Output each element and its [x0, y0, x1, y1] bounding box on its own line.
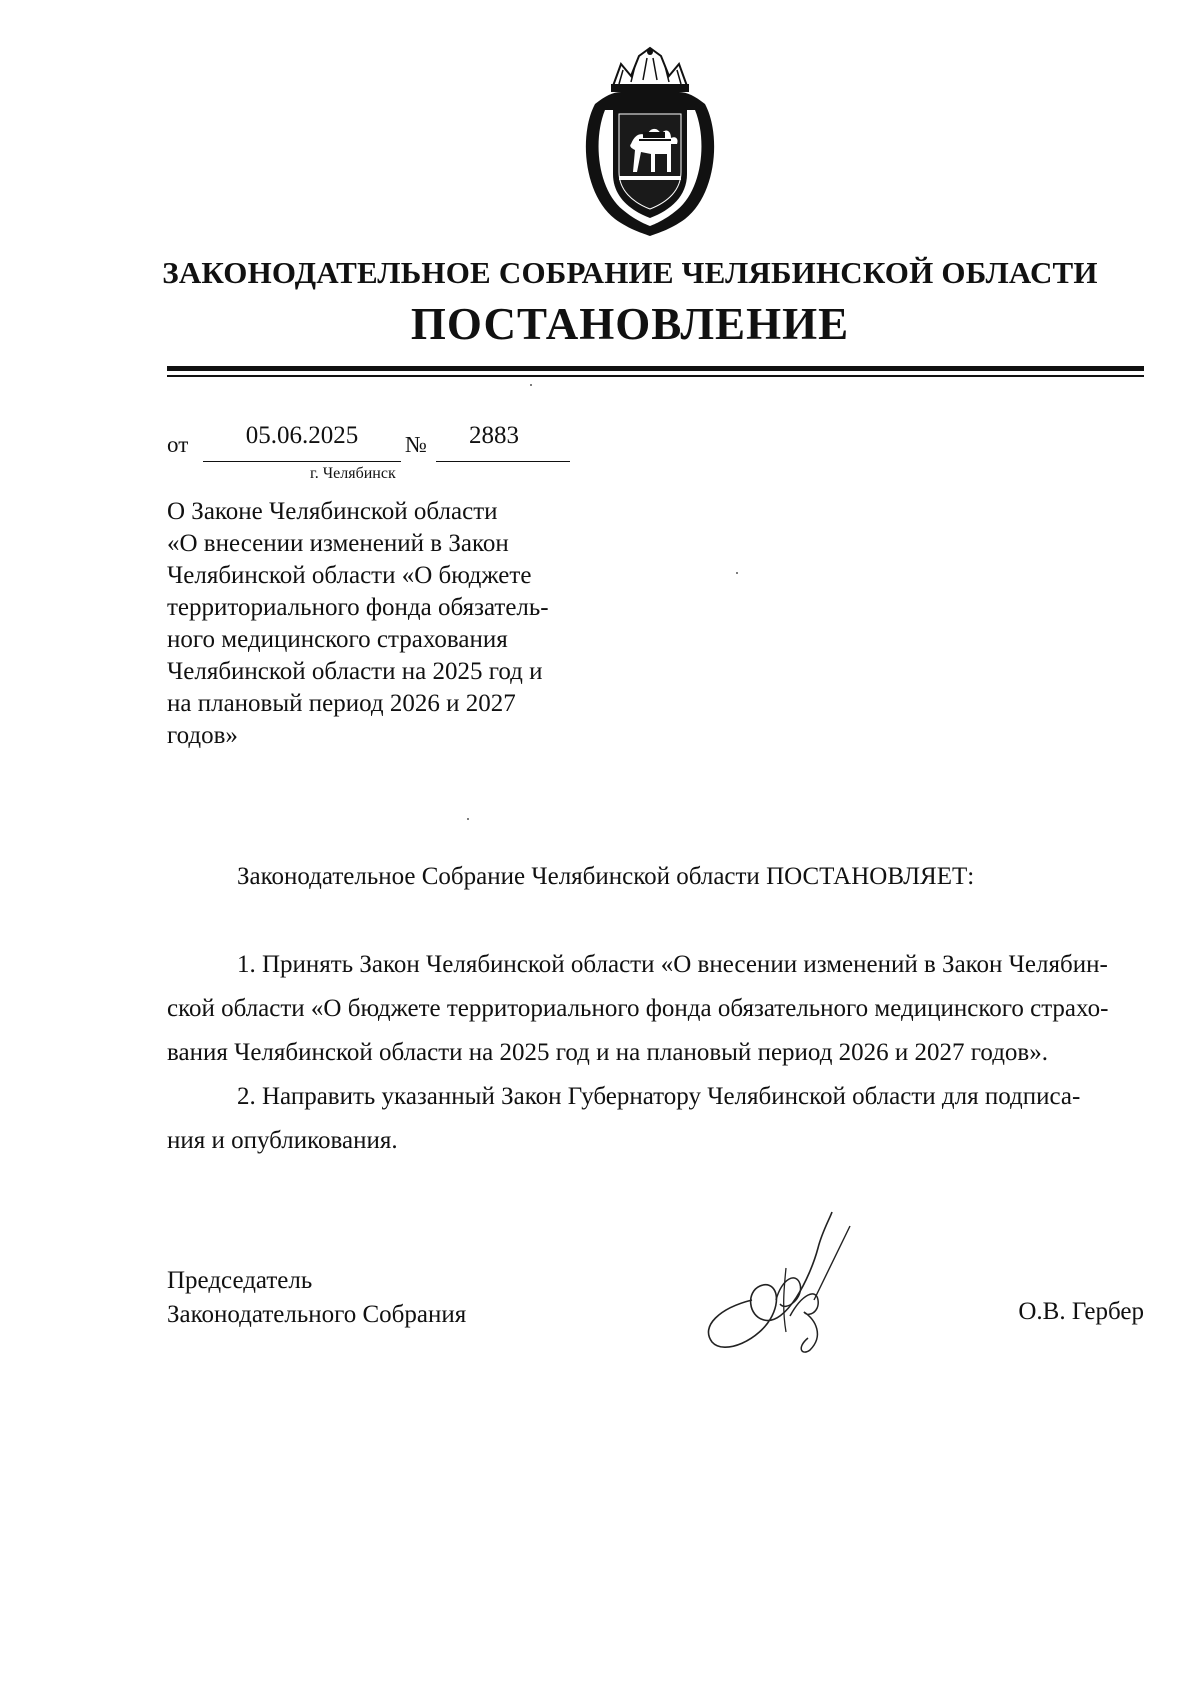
signer-title: Председатель Законодательного Собрания — [167, 1267, 467, 1328]
document-number: 2883 — [469, 422, 519, 449]
decree-item: 2. Направить указанный Закон Губернатору Челябинской области для подписа- ния и опубликования. — [167, 1083, 1081, 1154]
document-date: 05.06.2025 — [245, 422, 359, 449]
decree-items — [167, 943, 1144, 1163]
issue-city: г. Челябинск — [310, 465, 396, 482]
header-divider-thick — [167, 366, 1144, 371]
decree-intro: Законодательное Собрание Челябинской области ПОСТАНОВЛЯЕТ: — [237, 863, 975, 890]
date-underline — [203, 461, 401, 462]
date-label: от — [167, 432, 189, 457]
handwritten-signature — [690, 1208, 900, 1358]
signer-name: О.В. Гербер — [1018, 1298, 1144, 1325]
number-underline — [436, 461, 570, 462]
number-label: № — [405, 432, 427, 457]
chelyabinsk-coat-of-arms-icon — [575, 44, 725, 239]
organization-title: ЗАКОНОДАТЕЛЬНОЕ СОБРАНИЕ ЧЕЛЯБИНСКОЙ ОБЛАСТИ — [162, 255, 1098, 290]
header-divider-thin — [167, 375, 1144, 377]
document-subject: О Законе Челябинской области «О внесении изменений в Закон Челябинской области «О бюджете территориального фонда обязатель- ного медицинского страхования Челябинской области на 2025 год и на плановый период 2026 и 2027 годов» — [167, 498, 549, 749]
decree-item: 1. Принять Закон Челябинской области «О внесении изменений в Закон Челябин- ской области «О бюджете территориального фонда обязательного медицинского страхо- вания Челябинской области на 2025 год и на плановый период 2026 и 2027 годов». — [167, 951, 1109, 1066]
scan-speck — [530, 384, 532, 386]
scan-speck — [736, 572, 738, 574]
scan-speck — [467, 818, 469, 820]
document-type-title: ПОСТАНОВЛЕНИЕ — [410, 299, 850, 349]
